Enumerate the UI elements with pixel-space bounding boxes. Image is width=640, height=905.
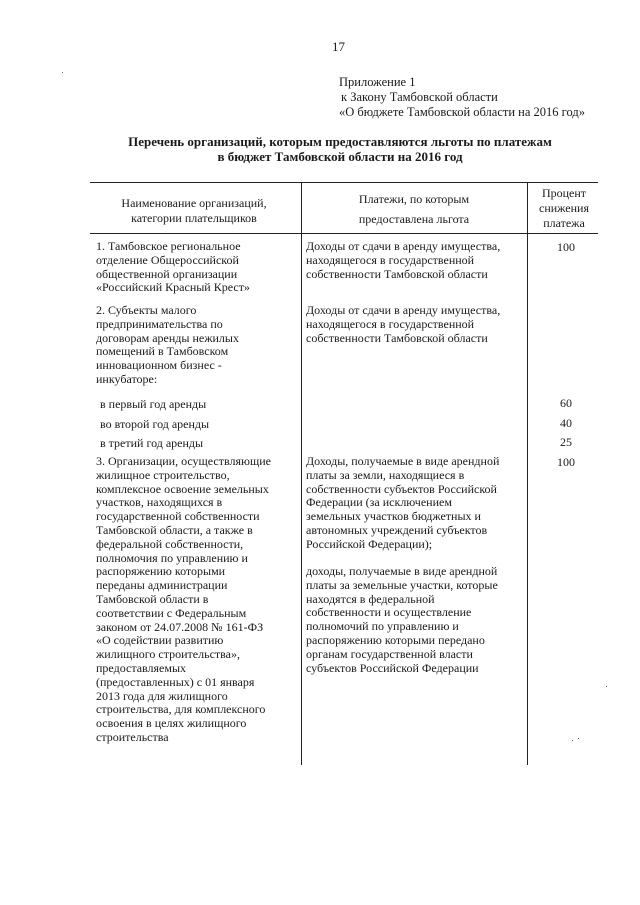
cell-line: 2013 года для жилищного xyxy=(96,688,228,703)
cell-line: находящегося в государственной xyxy=(306,316,475,331)
cell-line: помещений в Тамбовском xyxy=(96,344,229,359)
table-row-1-percent: 100 xyxy=(557,240,575,254)
cell-line: субъектов Российской Федерации xyxy=(306,660,479,675)
cell-line: инкубаторе: xyxy=(96,371,158,386)
title-line: Перечень организаций, которым предоставляются льготы по платежам xyxy=(128,134,552,149)
cell-line: 2. Субъекты малого xyxy=(96,303,197,317)
header-line: снижения xyxy=(539,201,589,215)
cell-line: полномочия по управлению и xyxy=(96,550,248,565)
cell-line: автономных учреждений субъектов xyxy=(306,522,488,537)
cell-line: в первый год аренды xyxy=(100,397,207,411)
header-payments xyxy=(304,189,524,229)
header-line: Платежи, по которым xyxy=(358,192,470,206)
cell-line: находятся в федеральной xyxy=(306,591,435,606)
cell-line: платы за земельные участки, которые xyxy=(306,577,498,592)
cell-line: собственности субъектов Российской xyxy=(306,481,497,496)
cell-line: отделение Общероссийской xyxy=(96,252,239,267)
cell-line: Доходы от сдачи в аренду имущества, xyxy=(306,239,501,253)
cell-line: переданы администрации xyxy=(96,578,228,593)
table-header-border xyxy=(90,233,598,234)
cell-line: Федерации (за исключением xyxy=(306,495,452,510)
cell-line: распоряжению которыми передано xyxy=(306,632,485,647)
appendix-line: Приложение 1 xyxy=(339,75,416,89)
table-row-2-payment xyxy=(306,304,500,345)
header-line: категории плательщиков xyxy=(131,211,257,225)
cell-line: 3. Организации, осуществляющие xyxy=(96,454,271,468)
document-title xyxy=(90,134,590,164)
table-row-3-payment-a xyxy=(306,455,499,552)
page-number: 17 xyxy=(332,39,345,54)
cell-line: Тамбовской области в xyxy=(96,591,209,606)
cell-line: соответствии с Федеральным xyxy=(96,605,247,620)
cell-line: собственности и осуществление xyxy=(306,605,472,620)
header-percent xyxy=(529,186,599,231)
cell-line: «Российский Красный Крест» xyxy=(96,280,250,295)
appendix-line: «О бюджете Тамбовской области на 2016 год» xyxy=(339,105,585,119)
cell-line: общественной организации xyxy=(96,266,238,281)
header-organizations xyxy=(90,196,298,226)
cell-line: (предоставленных) с 01 января xyxy=(96,674,255,689)
cell-line: жилищное строительство, xyxy=(96,467,230,482)
table-row-3-organization xyxy=(96,455,271,745)
cell-line: Доходы, получаемые в виде арендной xyxy=(306,454,500,468)
scan-speck xyxy=(62,72,63,73)
cell-line: органам государственной власти xyxy=(306,646,473,661)
cell-line: освоения в целях жилищного xyxy=(96,716,247,731)
table-row-2b-percent: 40 xyxy=(560,416,572,430)
cell-line: находящегося в государственной xyxy=(306,252,475,267)
cell-line: «О содействии развитию xyxy=(96,633,224,648)
cell-line: Тамбовской области, а также в xyxy=(96,522,253,537)
header-line: предоставлена льгота xyxy=(358,212,470,226)
scan-speck xyxy=(606,686,607,687)
scan-speck xyxy=(578,738,579,739)
cell-line: распоряжению которыми xyxy=(96,564,226,579)
cell-line: предоставляемых xyxy=(96,660,187,675)
cell-line: законом от 24.07.2008 № 161-ФЗ xyxy=(96,619,264,634)
header-line: Наименование организаций, xyxy=(121,196,267,210)
cell-line: федеральной собственности, xyxy=(96,536,244,551)
appendix-line: к Закону Тамбовской области xyxy=(341,90,498,104)
table-column-divider xyxy=(301,182,302,765)
table-row-2-organization xyxy=(96,304,239,387)
table-row-2a-percent: 60 xyxy=(560,396,572,410)
cell-line: инновационном бизнес - xyxy=(96,358,222,373)
cell-line: жилищного строительства», xyxy=(96,647,240,662)
table-column-divider xyxy=(527,182,528,765)
header-line: Процент xyxy=(541,186,587,200)
table-row-2c-organization xyxy=(100,437,203,451)
table-row-1-organization xyxy=(96,240,250,295)
cell-line: собственности Тамбовской области xyxy=(306,330,488,345)
table-row-2c-percent: 25 xyxy=(560,435,572,449)
cell-line: 1. Тамбовское региональное xyxy=(96,239,241,253)
cell-line: комплексное освоение земельных xyxy=(96,481,269,496)
cell-line: предпринимательства по xyxy=(96,316,223,331)
header-line: платежа xyxy=(543,216,585,230)
cell-line: платы за земли, находящиеся в xyxy=(306,467,465,482)
cell-line: участков, находящихся в xyxy=(96,495,223,510)
cell-line: государственной собственности xyxy=(96,509,260,524)
scan-speck xyxy=(572,740,573,741)
cell-line: доходы, получаемые в виде арендной xyxy=(306,564,498,578)
table-row-2a-organization xyxy=(100,398,206,412)
cell-line: договорам аренды нежилых xyxy=(96,330,239,345)
cell-line: строительства xyxy=(96,729,169,744)
cell-line: собственности Тамбовской области xyxy=(306,266,488,281)
table-top-border xyxy=(90,182,598,183)
appendix-header xyxy=(339,75,585,120)
cell-line: в третий год аренды xyxy=(100,436,204,450)
table-row-3-percent: 100 xyxy=(557,455,575,469)
cell-line: во второй год аренды xyxy=(100,417,210,431)
cell-line: земельных участков бюджетных и xyxy=(306,509,481,524)
cell-line: строительства, для комплексного xyxy=(96,702,266,717)
table-row-2b-organization xyxy=(100,418,209,432)
cell-line: полномочий по управлению и xyxy=(306,619,459,634)
cell-line: Доходы от сдачи в аренду имущества, xyxy=(306,303,501,317)
title-line: в бюджет Тамбовской области на 2016 год xyxy=(217,149,463,164)
cell-line: Российской Федерации); xyxy=(306,536,433,551)
table-row-1-payment xyxy=(306,240,500,281)
table-row-3-payment-b xyxy=(306,565,498,675)
